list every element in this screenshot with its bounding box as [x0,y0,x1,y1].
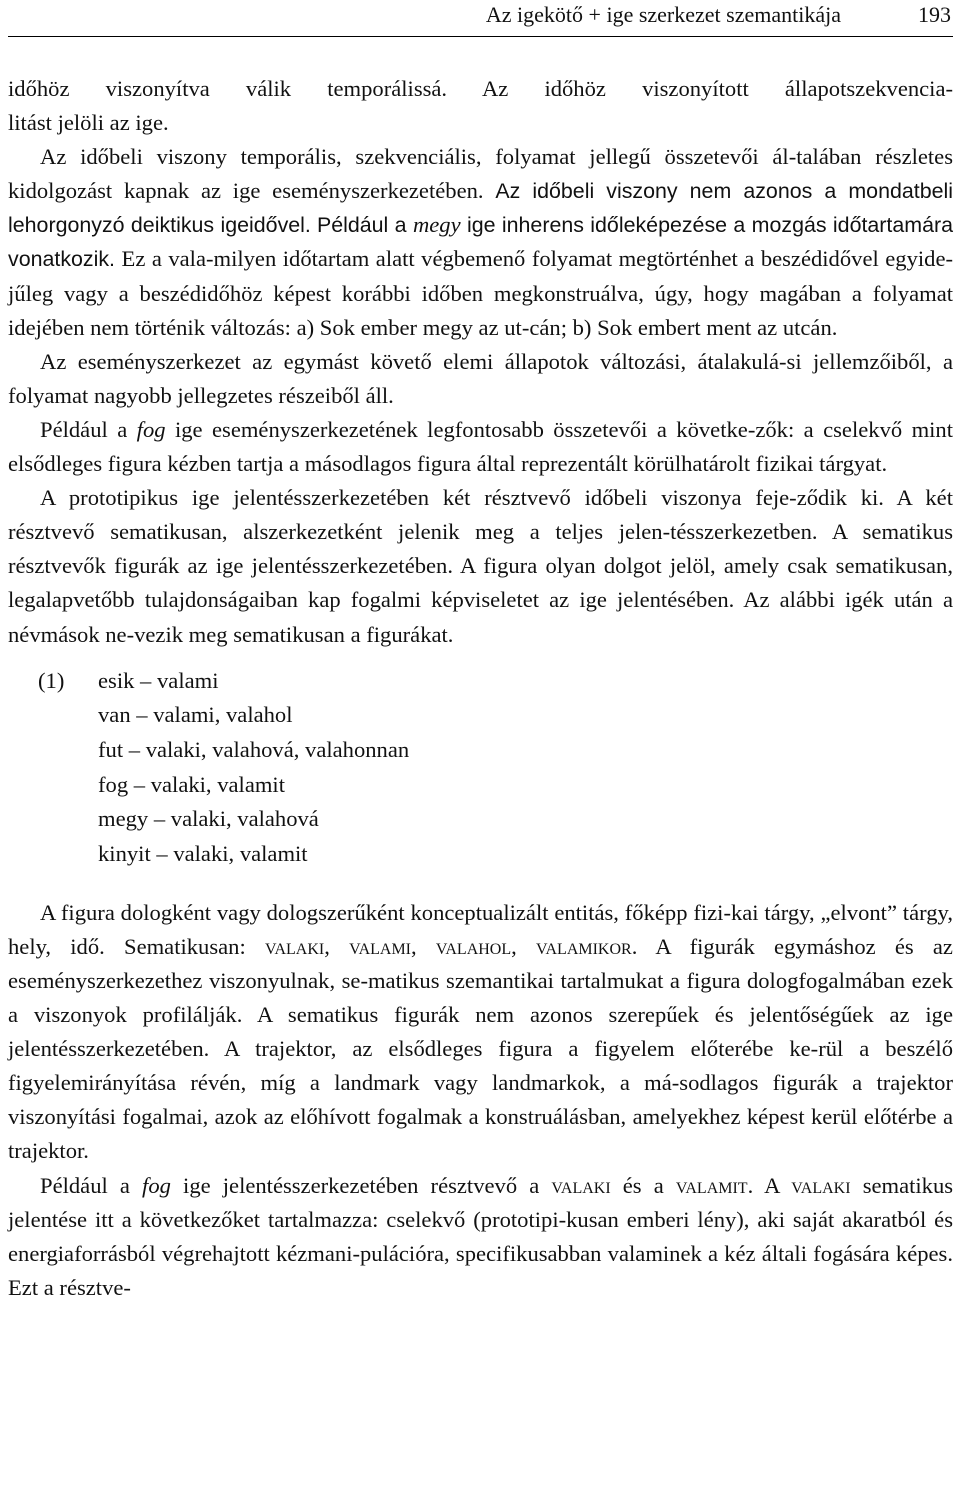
small-caps-term: valami [349,933,412,959]
paragraph-prototypical-verb: A prototipikus ige jelentésszerkezetében két résztvevő időbeli viszonya feje-ződik ki. A két résztvevő sematikusan, alszerkezetként jelenik meg a teljes jelen-tésszerkezetben. A sematikus résztvevők figurák az ige jelentésszerkezetében. A figura olyan dolgot jelöl, amely csak sematikusan, legalapvetőbb tulajdonságaiban kap fogalmi képviseletet az ige jelentésében. Az alábbi igék után a névmások ne-vezik meg sematikusan a figurákat. [8,485,953,647]
small-caps-term: valaki [791,1172,851,1198]
example-row [8,768,953,803]
page-number: 193 [918,2,951,27]
sentence-part: Például a [316,213,407,238]
small-caps-term: valahol [435,933,512,959]
text-line: időhöz viszonyítva válik temporálissá. Az időhöz viszonyított állapotszekvencia- [8,76,953,101]
text-part: . A [747,1172,780,1198]
emphasized-word: fog [136,416,166,442]
example-list [8,664,953,872]
punctuation: , [411,933,417,959]
text-part: Például a [40,416,128,442]
punctuation: , [324,933,330,959]
running-title: Az igekötő + ige szerkezet szemantikája [485,2,841,27]
text-line: litást jelöli az ige. [8,110,169,136]
example-row [8,837,953,872]
running-header [8,0,953,37]
example-line: kinyit – valaki, valamit [98,841,308,867]
emphasized-word: megy [412,212,461,238]
text-part: és a [622,1172,664,1198]
example-row [8,802,953,837]
emphasized-word: fog [142,1172,171,1198]
paragraph-time-relation [8,140,953,345]
text-part: . A figurák egymáshoz és az eseményszerkezethez viszonyulnak, se-matikus szemantikai tartalmukat a figura dologfogalmában ezek a viszonyok profilálják. A sematikus figurák nem azonos szerepűek és jelentőségűek az ige jelentésszerkezetében. A trajektor, az elsődleges figura a figyelem előterébe ke-rül a beszélő figyelemirányítása révén, míg a landmark vagy landmarkok, a má-sodlagos figurák a trajektor viszonyítási fogalmai, azok az előhívott fogalmak a konstruálásban, amelyekhez képest kerül előtérbe a trajektor. [8,933,953,1164]
small-caps-term: valamit [675,1172,748,1198]
example-line: fog – valaki, valamit [98,771,285,797]
example-number: (1) [38,667,65,693]
paragraph-event-structure: Az eseményszerkezet az egymást követő elemi állapotok változási, átalakulá-si jellemzőiből, a folyamat nagyobb jellegzetes részeiből áll. [8,348,953,408]
text-part: Például a [40,1172,130,1198]
example-line: van – valami, valahol [98,702,293,728]
sentence: Ez a vala-milyen időtartam alatt végbemenő folyamat megtörténhet a beszédidővel egyide-jűleg vagy a beszédidőhöz képest korábbi időben megkonstruálva, úgy, hogy magában a folyamat idejében nem történik változás: a) Sok ember megy az ut-cán; b) Sok embert ment az utcán. [8,246,953,340]
sentence: Az időbeli viszony temporális, szekvenciális, folyamat jellegű összetevői ál-talában részletes kidolgozást kapnak az ige eseményszerkezetében. [8,144,953,204]
paragraph-valaki-semantics [8,1169,953,1305]
small-caps-term: valaki [551,1172,611,1198]
small-caps-term: valaki [264,933,325,959]
paragraph-figure-definition [8,896,953,1169]
sentence-part: ige inherens időleképezése a mozgás időtartamára vonatkozik. [8,213,954,272]
text-part: A figura dologként vagy dologszerűként konceptualizált entitás, főképp fizi-kai tárgy, „elvont” tárgy, hely, idő. Sematikusan: [8,899,953,959]
text-part: ige jelentésszerkezetében résztvevő a [183,1172,540,1198]
sentence-sans: Az időbeli viszony nem azonos a mondatbeli lehorgonyzó deiktikus igeidővel. [8,179,953,238]
small-caps-term: valamikor [536,933,632,959]
text-part: ige eseményszerkezetének legfontosabb összetevői a követke-zők: a cselekvő mint elsődleges figura kézben tartja a másodlagos figura által reprezentált körülhatárolt fizikai tárgyat. [8,416,954,477]
page-body [8,37,953,1305]
example-row [8,733,953,768]
example-line: fut – valaki, valahová, valahonnan [98,737,410,762]
example-row [8,698,953,733]
example-line: esik – valami [98,667,219,693]
punctuation: , [511,933,517,959]
text-part: sematikus jelentése itt a következőket tartalmazza: cselekvő (prototipi-kusan emberi lény), aki saját akaratból és energiaforrásból végrehajtott kézmani-pulációra, specifikusabban valaminek a kéz általi fogására képes. Ezt a résztve- [8,1172,954,1300]
paragraph-fog-example [8,413,953,481]
example-line: megy – valaki, valahová [98,806,319,832]
paragraph-continuation [8,72,953,140]
example-row [8,664,953,699]
